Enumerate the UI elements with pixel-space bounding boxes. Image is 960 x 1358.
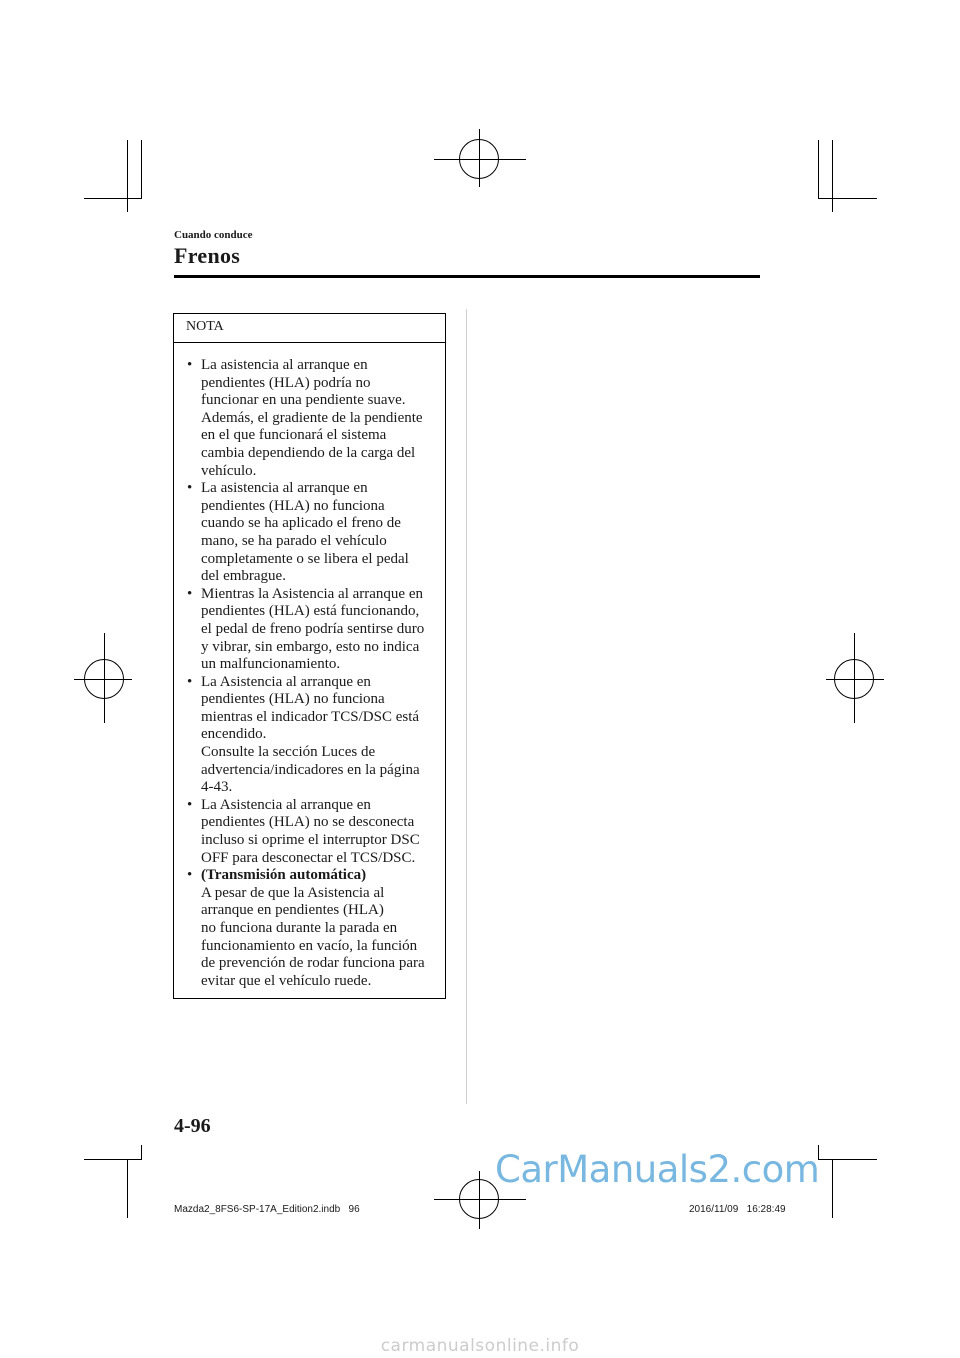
column-divider <box>466 309 467 1104</box>
registration-mark <box>854 633 855 723</box>
print-timestamp: 2016/11/09 16:28:49 <box>689 1204 786 1215</box>
note-item-line: La asistencia al arranque en <box>201 480 368 497</box>
note-item-line: mano, se ha parado el vehículo <box>201 532 387 549</box>
note-divider <box>174 342 445 343</box>
note-item-line: pendientes (HLA) no funciona <box>201 691 385 708</box>
watermark-logo: CarManuals2.com <box>495 1148 820 1191</box>
note-item-line: funcionamiento en vacío, la función <box>201 937 418 954</box>
page-number: 4-96 <box>174 1115 211 1137</box>
crop-mark <box>84 1159 142 1160</box>
registration-mark <box>826 679 884 680</box>
bullet-icon: • <box>187 796 193 813</box>
bullet-icon: • <box>187 867 193 884</box>
note-item-line: pendientes (HLA) podría no <box>201 374 371 391</box>
heading-rule <box>174 275 760 278</box>
note-item-line: y vibrar, sin embargo, esto no indica <box>201 638 420 655</box>
note-item <box>174 357 445 480</box>
crop-mark <box>141 140 142 199</box>
crop-mark <box>127 140 128 212</box>
note-item-line: La Asistencia al arranque en <box>201 673 371 690</box>
note-item-line: pendientes (HLA) no funciona <box>201 497 385 514</box>
note-item-line: funcionar en una pendiente suave. <box>201 392 406 409</box>
note-item-line: evitar que el vehículo ruede. <box>201 972 372 989</box>
note-item <box>174 586 445 674</box>
note-item-line: pendientes (HLA) no se desconecta <box>201 814 415 831</box>
note-item-line: Además, el gradiente de la pendiente <box>201 409 423 426</box>
registration-mark <box>434 159 526 160</box>
registration-mark <box>74 679 132 680</box>
note-item-line: pendientes (HLA) está funcionando, <box>201 603 420 620</box>
note-item-line: encendido. <box>201 726 267 743</box>
bullet-icon: • <box>187 357 193 373</box>
note-item-line: Consulte la sección Luces de <box>201 744 376 761</box>
registration-mark <box>479 129 480 187</box>
note-item-line: no funciona durante la parada en <box>201 920 398 936</box>
file-info: Mazda2_8FS6-SP-17A_Edition2.indb 96 <box>174 1204 360 1215</box>
note-item-line: completamente o se libera el pedal <box>201 550 409 567</box>
note-item-line: el pedal de freno podría sentirse duro <box>201 620 425 637</box>
note-item-line: advertencia/indicadores en la página <box>201 761 420 778</box>
crop-mark <box>818 140 819 199</box>
section-label: Cuando conduce <box>174 229 253 241</box>
note-item-line: A pesar de que la Asistencia al <box>201 884 385 901</box>
note-item <box>174 797 445 867</box>
crop-mark <box>141 1145 142 1159</box>
note-item-line: en el que funcionará el sistema <box>201 427 387 444</box>
note-item-line: vehículo. <box>201 462 257 479</box>
note-item <box>174 480 445 586</box>
page-title: Frenos <box>174 243 241 268</box>
crop-mark <box>818 198 877 199</box>
note-item-line: La asistencia al arranque en <box>201 357 368 373</box>
crop-mark <box>832 140 833 212</box>
note-item <box>174 867 445 990</box>
note-item-line: mientras el indicador TCS/DSC está <box>201 708 420 725</box>
note-item-heading: (Transmisión automática) <box>201 867 367 884</box>
note-item-line: OFF para desconectar el TCS/DSC. <box>201 849 416 866</box>
note-item-line: 4-43. <box>201 779 233 796</box>
note-item-line: cambia dependiendo de la carga del <box>201 444 416 461</box>
note-item-line: arranque en pendientes (HLA) <box>201 902 384 919</box>
note-item-line: del embrague. <box>201 568 286 585</box>
note-item-line: Mientras la Asistencia al arranque en <box>201 585 423 602</box>
note-item-line: incluso si oprime el interruptor DSC <box>201 832 420 849</box>
note-item <box>174 674 445 797</box>
note-item-line: un malfuncionamiento. <box>201 656 341 673</box>
note-item-line: de prevención de rodar funciona para <box>201 955 425 972</box>
crop-mark <box>832 1159 833 1218</box>
bullet-icon: • <box>187 585 193 602</box>
bullet-icon: • <box>187 673 193 690</box>
crop-mark <box>127 1159 128 1218</box>
bullet-icon: • <box>187 480 193 497</box>
note-list <box>174 357 445 990</box>
crop-mark <box>84 198 142 199</box>
crop-mark <box>818 1159 877 1160</box>
note-title: NOTA <box>186 319 224 334</box>
note-item-line: cuando se ha aplicado el freno de <box>201 515 401 532</box>
registration-mark <box>434 1199 526 1200</box>
note-box <box>173 313 446 999</box>
registration-mark <box>479 1171 480 1229</box>
site-footer-text: carmanualsonline.info <box>380 1336 580 1356</box>
registration-mark <box>104 633 105 723</box>
note-item-line: La Asistencia al arranque en <box>201 796 371 813</box>
